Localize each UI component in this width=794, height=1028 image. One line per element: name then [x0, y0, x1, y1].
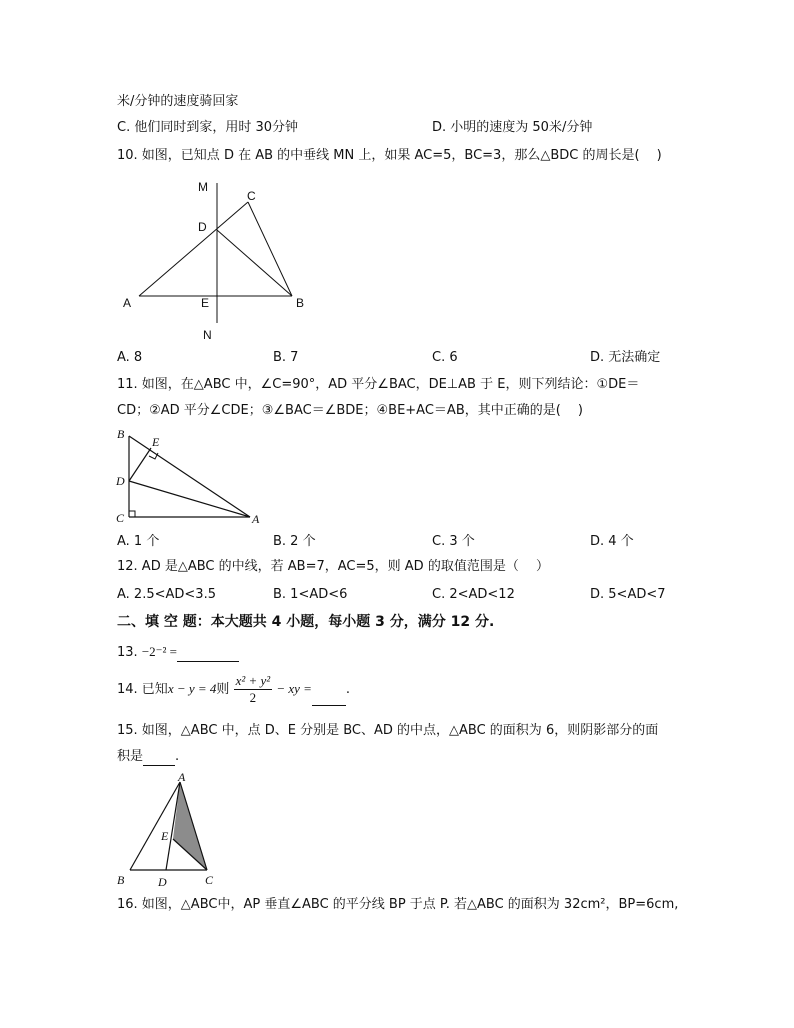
label-D: D: [158, 875, 167, 889]
q11-option-c: C. 3 个: [432, 534, 475, 549]
label-E: E: [201, 296, 210, 310]
q11-option-a: A. 1 个: [117, 534, 160, 549]
q13-number: 13.: [117, 645, 138, 660]
label-D: D: [116, 474, 125, 488]
q14-then: 则: [216, 682, 230, 697]
label-C: C: [247, 189, 256, 203]
q15-answer-blank: [143, 752, 175, 766]
q12-option-c: C. 2<AD<12: [432, 587, 515, 602]
q15-text-tail: 积是: [117, 749, 144, 764]
q10-option-a: A. 8: [117, 350, 143, 365]
q13-expression: −2⁻² =: [141, 644, 178, 659]
q13-answer-blank: [177, 648, 239, 662]
q12-option-b: B. 1<AD<6: [273, 587, 348, 602]
label-B: B: [117, 427, 125, 441]
q10-option-d: D. 无法确定: [590, 350, 661, 365]
q12-option-d: D. 5<AD<7: [590, 587, 666, 602]
label-C: C: [205, 873, 214, 887]
q11-option-b: B. 2 个: [273, 534, 316, 549]
q10-text: 10. 如图，已知点 D 在 AB 的中垂线 MN 上，如果 AC=5，BC=3，那么△BDC 的周长是( ): [117, 148, 662, 163]
q14-line: 14. 已知x − y = 4则 $\frac{\text{x² + y²}}{2}$ − xy = .: [117, 673, 351, 705]
q12-option-a: A. 2.5<AD<3.5: [117, 587, 216, 602]
label-E: E: [152, 435, 160, 449]
q15-text-line2: 积是 .: [117, 749, 180, 764]
label-B: B: [117, 873, 125, 887]
q14-condition: x − y = 4: [167, 681, 217, 696]
label-A: A: [123, 296, 132, 310]
q10-figure: [115, 175, 315, 345]
q14-tail: − xy =: [276, 681, 312, 696]
label-E: E: [161, 829, 169, 843]
q11-text-line2: CD；②AD 平分∠CDE；③∠BAC＝∠BDE；④BE+AC＝AB，其中正确的是( ): [117, 403, 584, 418]
q14-prefix: 14. 已知: [117, 682, 168, 697]
q9-continuation: 米/分钟的速度骑回家: [117, 94, 239, 109]
section-2-heading: 二、填 空 题：本大题共 4 小题，每小题 3 分，满分 12 分.: [117, 614, 495, 630]
q9-option-c: C. 他们同时到家，用时 30分钟: [117, 120, 299, 135]
q9-option-d: D. 小明的速度为 50米/分钟: [432, 120, 593, 135]
q15-figure: [112, 770, 227, 890]
label-N: N: [203, 328, 212, 342]
q10-option-c: C. 6: [432, 350, 458, 365]
q11-text-line1: 11. 如图，在△ABC 中，∠C=90°，AD 平分∠BAC，DE⊥AB 于 E，则下列结论：①DE＝: [117, 377, 640, 392]
label-A: A: [252, 512, 260, 526]
q12-text: 12. AD 是△ABC 的中线，若 AB=7，AC=5，则 AD 的取值范围是（ ）: [117, 559, 549, 574]
q11-option-d: D. 4 个: [590, 534, 634, 549]
q14-answer-blank: [312, 692, 346, 706]
q14-fraction: [234, 673, 273, 706]
label-M: M: [198, 180, 208, 194]
label-B: B: [296, 296, 305, 310]
q11-figure: [112, 425, 272, 530]
label-C: C: [116, 511, 125, 525]
q10-option-b: B. 7: [273, 350, 299, 365]
q14-denominator: 2: [249, 690, 257, 705]
label-A: A: [178, 770, 186, 784]
q16-text: 16. 如图，△ABC中，AP 垂直∠ABC 的平分线 BP 于点 P. 若△ABC 的面积为 32cm²，BP=6cm,: [117, 897, 679, 912]
q15-text-line1: 15. 如图，△ABC 中，点 D、E 分别是 BC、AD 的中点，△ABC 的面积为 6，则阴影部分的面: [117, 723, 659, 738]
q13-line: [117, 643, 239, 662]
q14-numerator: x² + y²: [235, 673, 271, 688]
label-D: D: [198, 220, 207, 234]
